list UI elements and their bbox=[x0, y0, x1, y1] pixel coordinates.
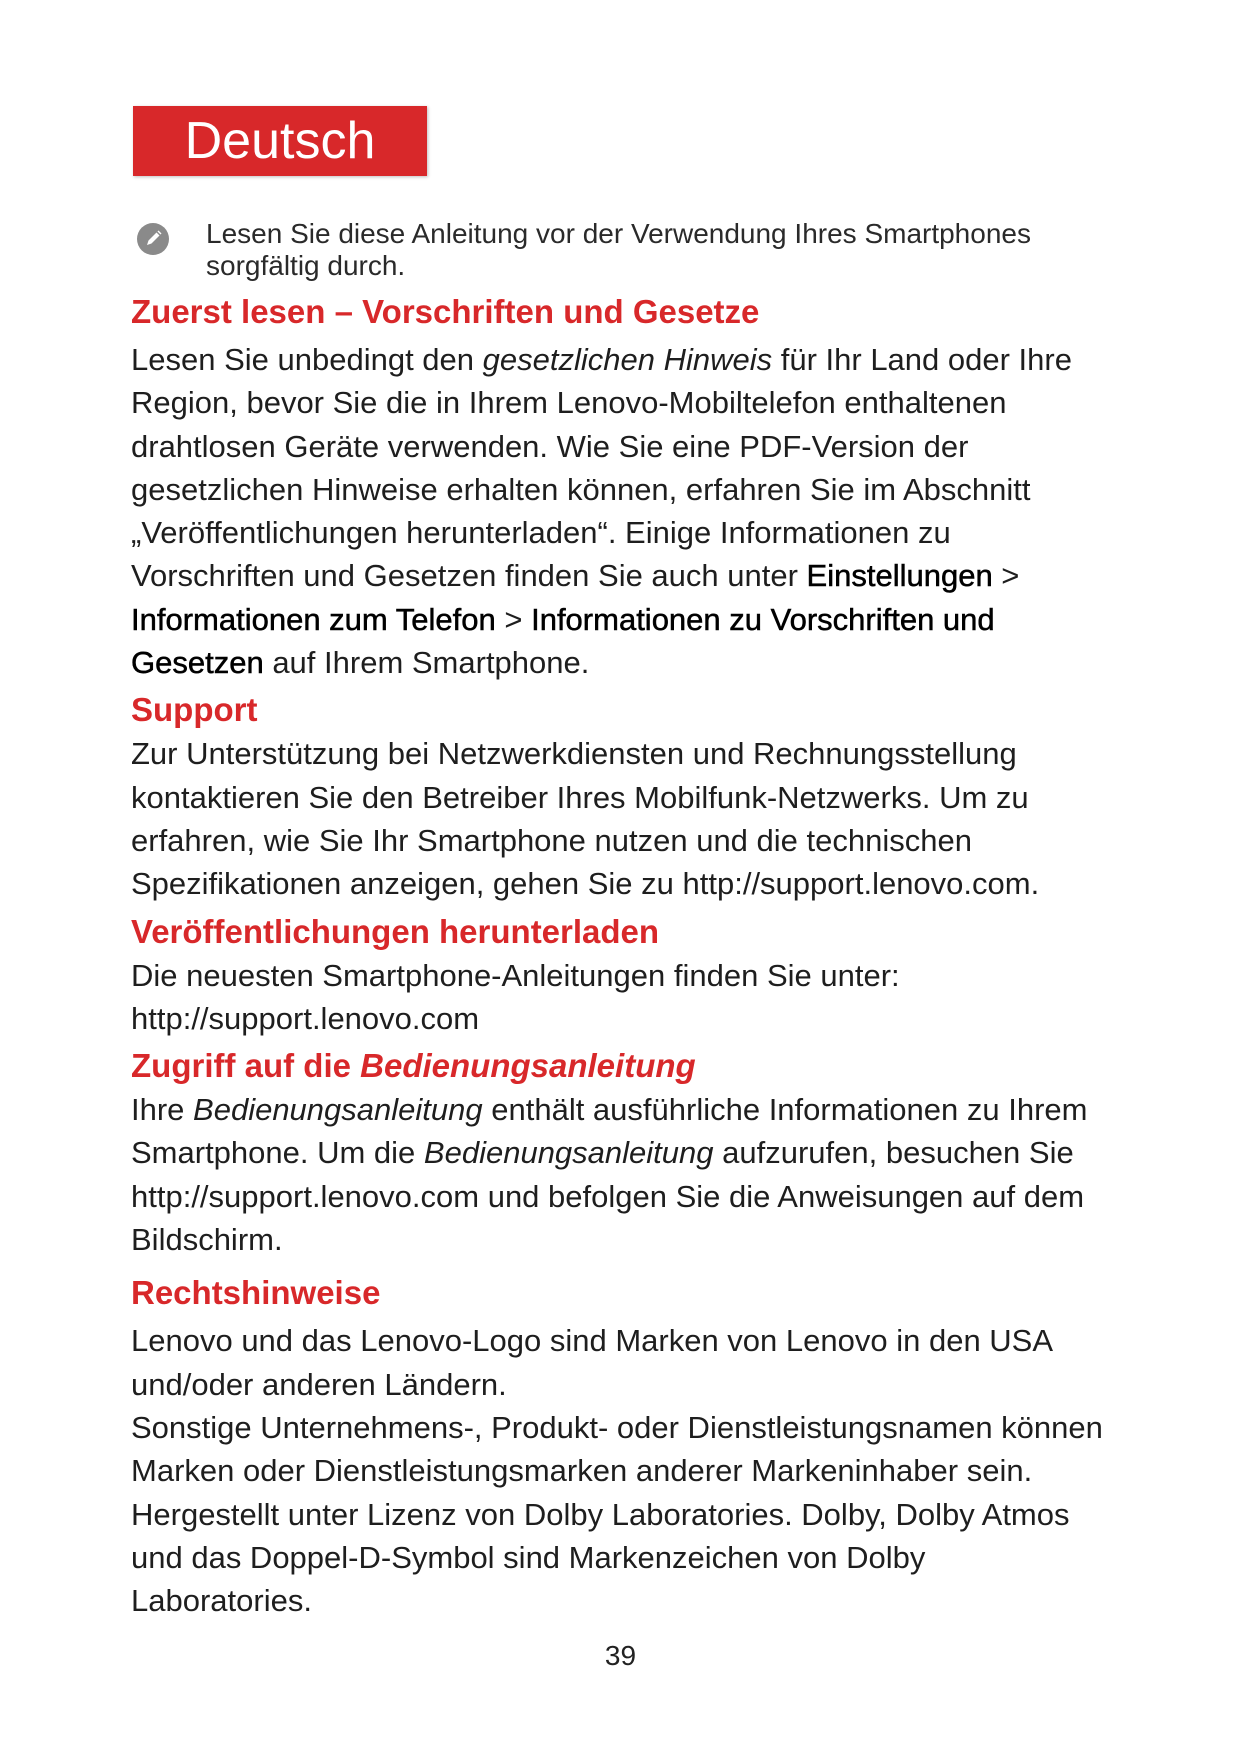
emphasis-user-guide: Bedienungsanleitung bbox=[193, 1092, 483, 1128]
paragraph-user-guide bbox=[131, 1088, 1111, 1261]
ui-path-phone-info: Informationen zum Telefon bbox=[131, 601, 496, 637]
emphasis-legal-notice: gesetzlichen Hinweis bbox=[482, 342, 773, 377]
paragraph-downloads-link: http://support.lenovo.com bbox=[131, 1000, 480, 1036]
heading-support: Support bbox=[131, 691, 258, 729]
paragraph-support: Zur Unterstützung bei Netzwerkdiensten und Rechnungsstellung kontaktieren Sie den Betreiber Ihres Mobilfunk-Netzwerks. Um zu erfahren, wie Sie Ihr Smartphone nutzen und die technischen Spezifikationen anzeigen, gehen Sie zu http://support.lenovo.com. bbox=[131, 736, 1040, 902]
emphasis-user-guide: Bedienungsanleitung bbox=[423, 1135, 714, 1171]
ui-path-settings: Einstellungen bbox=[806, 558, 993, 594]
text-run: Lesen Sie unbedingt den bbox=[131, 342, 483, 377]
text-run: Ihre bbox=[131, 1092, 194, 1128]
text-run: aufzurufen, besuchen Sie http://support.lenovo.com und befolgen Sie die Anweisungen auf dem Bildschirm. bbox=[131, 1135, 1085, 1258]
heading-legal: Rechtshinweise bbox=[131, 1274, 381, 1312]
heading-emphasis: Bedienungsanleitung bbox=[360, 1047, 696, 1085]
paragraph-legal-3: Hergestellt unter Lizenz von Dolby Laboratories. Dolby, Dolby Atmos und das Doppel-D-Symbol sind Markenzeichen von Dolby Laboratories. bbox=[131, 1496, 1070, 1619]
paragraph-legal-1: Lenovo und das Lenovo-Logo sind Marken von Lenovo in den USA und/oder anderen Ländern. bbox=[131, 1323, 1052, 1402]
heading-text: Zugriff auf die bbox=[131, 1047, 361, 1085]
text-run: für Ihr Land oder Ihre Region, bevor Sie die in Ihrem Lenovo-Mobiltelefon enthaltenen drahtlosen Geräte verwenden. Wie Sie eine PDF-Version der gesetzlichen Hinweise erhalten können, erfahren Sie im Abschnitt „Veröffentlichungen herunterladen“. Einige Informationen zu Vorschriften und Gesetzen finden Sie auch unter bbox=[131, 342, 1072, 594]
path-separator: > bbox=[495, 601, 532, 637]
heading-regulatory: Zuerst lesen – Vorschriften und Gesetze bbox=[131, 293, 760, 330]
language-badge: Deutsch bbox=[133, 106, 427, 176]
paragraph-regulatory bbox=[131, 338, 1111, 684]
paragraph-legal-2: Sonstige Unternehmens-, Produkt- oder Dienstleistungsnamen können Marken oder Dienstleistungsmarken anderer Markeninhaber sein. bbox=[131, 1409, 1103, 1489]
path-separator: > bbox=[992, 558, 1020, 594]
heading-downloads: Veröffentlichungen herunterladen bbox=[131, 912, 660, 950]
main-content bbox=[131, 290, 1111, 1622]
pencil-icon bbox=[136, 222, 170, 256]
note-text: Lesen Sie diese Anleitung vor der Verwendung Ihres Smartphones sorgfältig durch. bbox=[206, 218, 1031, 281]
text-run: auf Ihrem Smartphone. bbox=[263, 645, 590, 681]
page-number: 39 bbox=[604, 1640, 637, 1671]
text-run: enthält ausführliche Informationen zu Ihrem Smartphone. Um die bbox=[131, 1092, 1088, 1171]
ui-path-regulatory-info: Informationen zu Vorschriften und Gesetzen bbox=[131, 601, 995, 681]
heading-user-guide bbox=[131, 1044, 1111, 1088]
paragraph-downloads-line1: Die neuesten Smartphone-Anleitungen finden Sie unter: bbox=[131, 957, 900, 993]
